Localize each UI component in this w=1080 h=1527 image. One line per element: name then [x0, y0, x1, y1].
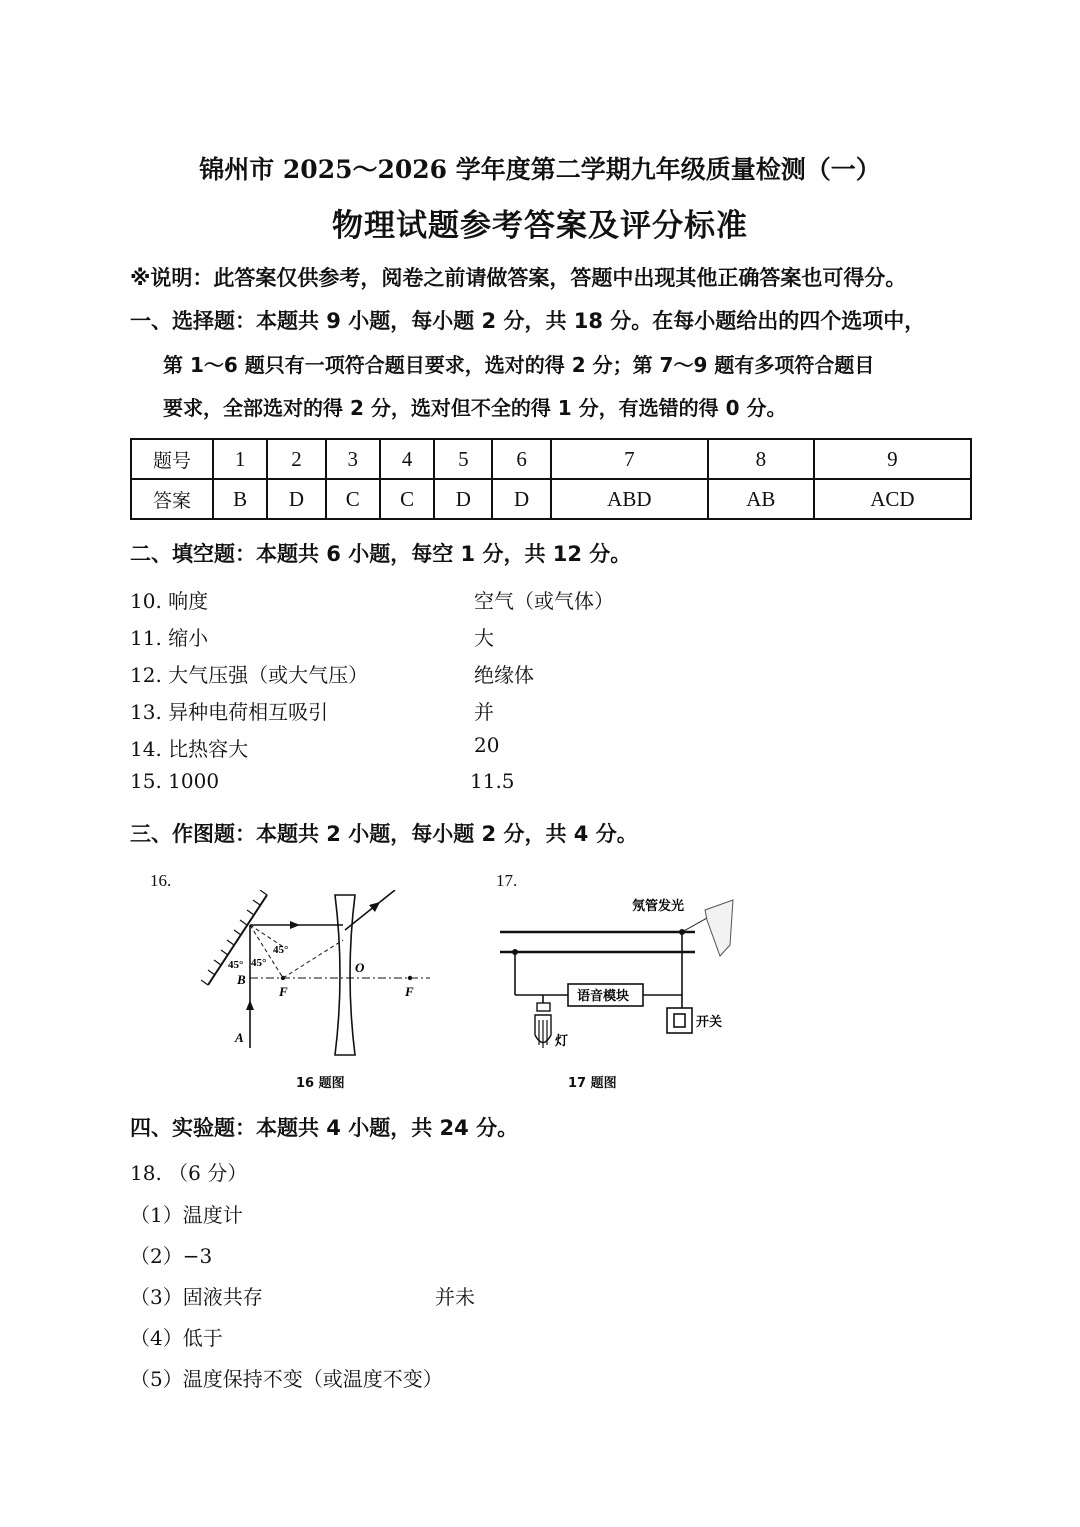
exp-answer-right: 并未: [435, 1285, 475, 1309]
table-cell: ACD: [814, 479, 971, 519]
fill-answer-left: 14. 比热容大: [130, 737, 249, 761]
exp-answer-left: （5）温度保持不变（或温度不变）: [130, 1367, 443, 1391]
switch-label: 开关: [696, 1014, 723, 1029]
table-row-answers: [131, 479, 971, 519]
table-cell: 6: [492, 439, 550, 479]
exp-answer-left: （3）固液共存: [130, 1285, 263, 1309]
table-cell: AB: [708, 479, 814, 519]
table-cell: 5: [434, 439, 492, 479]
lamp-label: 灯: [555, 1033, 569, 1048]
fill-answer-right: 空气（或气体）: [474, 589, 614, 613]
exp-answer-left: （2）−3: [130, 1244, 213, 1268]
exp-answer-left: （1）温度计: [130, 1203, 243, 1227]
answer-key-title: 物理试题参考答案及评分标准: [332, 208, 748, 244]
fill-answer-right: 绝缘体: [474, 663, 534, 687]
exp-answer-left: （4）低于: [130, 1326, 223, 1350]
table-header-number: 题号: [131, 439, 213, 479]
note: ※说明：此答案仅供参考，阅卷之前请做答案，答题中出现其他正确答案也可得分。: [130, 266, 907, 290]
section1-line2: 第 1～6 题只有一项符合题目要求，选对的得 2 分；第 7～9 题有多项符合题目: [163, 353, 875, 377]
point-label: A: [235, 1030, 244, 1045]
fig17-caption: 17 题图: [568, 1076, 617, 1091]
table-cell: C: [326, 479, 380, 519]
neon-label: 氖管发光: [632, 898, 685, 913]
table-cell: D: [434, 479, 492, 519]
table-row-numbers: [131, 439, 971, 479]
table-cell: B: [213, 479, 267, 519]
table-cell: 2: [267, 439, 325, 479]
table-header-answer: 答案: [131, 479, 213, 519]
angle-label: 45°: [273, 944, 289, 956]
table-cell: 8: [708, 439, 814, 479]
exam-title: 锦州市 2025～2026 学年度第二学期九年级质量检测（一）: [199, 155, 881, 184]
fill-answer-right: 并: [474, 700, 494, 724]
fill-answer-right: 11.5: [470, 769, 515, 793]
fig16-number: 16.: [150, 871, 172, 890]
fig17-number: 17.: [496, 871, 518, 890]
point-label: B: [237, 972, 246, 987]
fill-answer-left: 15. 1000: [130, 769, 220, 793]
answer-table: [130, 438, 972, 520]
voice-module-label: 语音模块: [577, 988, 630, 1003]
point-label: O: [355, 960, 365, 975]
table-cell: 7: [551, 439, 708, 479]
table-cell: ABD: [551, 479, 708, 519]
fill-answer-left: 13. 异种电荷相互吸引: [130, 700, 329, 724]
fig16-caption: 16 题图: [296, 1076, 345, 1091]
section2-heading: 二、填空题：本题共 6 小题，每空 1 分，共 12 分。: [130, 542, 632, 566]
question-18-title: 18. （6 分）: [130, 1161, 248, 1185]
fill-answer-left: 11. 缩小: [130, 626, 209, 650]
section1-line1: 一、选择题：本题共 9 小题，每小题 2 分，共 18 分。在每小题给出的四个选项中，: [130, 309, 926, 333]
section4-heading: 四、实验题：本题共 4 小题，共 24 分。: [130, 1116, 519, 1140]
figure-16-diagram: [195, 890, 445, 1070]
point-label: F: [279, 984, 288, 999]
angle-label: 45°: [228, 959, 244, 971]
table-cell: C: [380, 479, 434, 519]
table-cell: 3: [326, 439, 380, 479]
fill-answer-right: 大: [474, 626, 494, 650]
table-cell: D: [492, 479, 550, 519]
section1-line3: 要求，全部选对的得 2 分，选对但不全的得 1 分，有选错的得 0 分。: [163, 396, 787, 420]
table-cell: 4: [380, 439, 434, 479]
table-cell: 9: [814, 439, 971, 479]
angle-label: 45°: [251, 957, 267, 969]
fill-answer-left: 12. 大气压强（或大气压）: [130, 663, 369, 687]
section3-heading: 三、作图题：本题共 2 小题，每小题 2 分，共 4 分。: [130, 822, 638, 846]
table-cell: 1: [213, 439, 267, 479]
figure-17-diagram: [495, 890, 745, 1060]
table-cell: D: [267, 479, 325, 519]
point-label: F: [405, 984, 414, 999]
fill-answer-right: 20: [474, 733, 500, 757]
fill-answer-left: 10. 响度: [130, 589, 209, 613]
